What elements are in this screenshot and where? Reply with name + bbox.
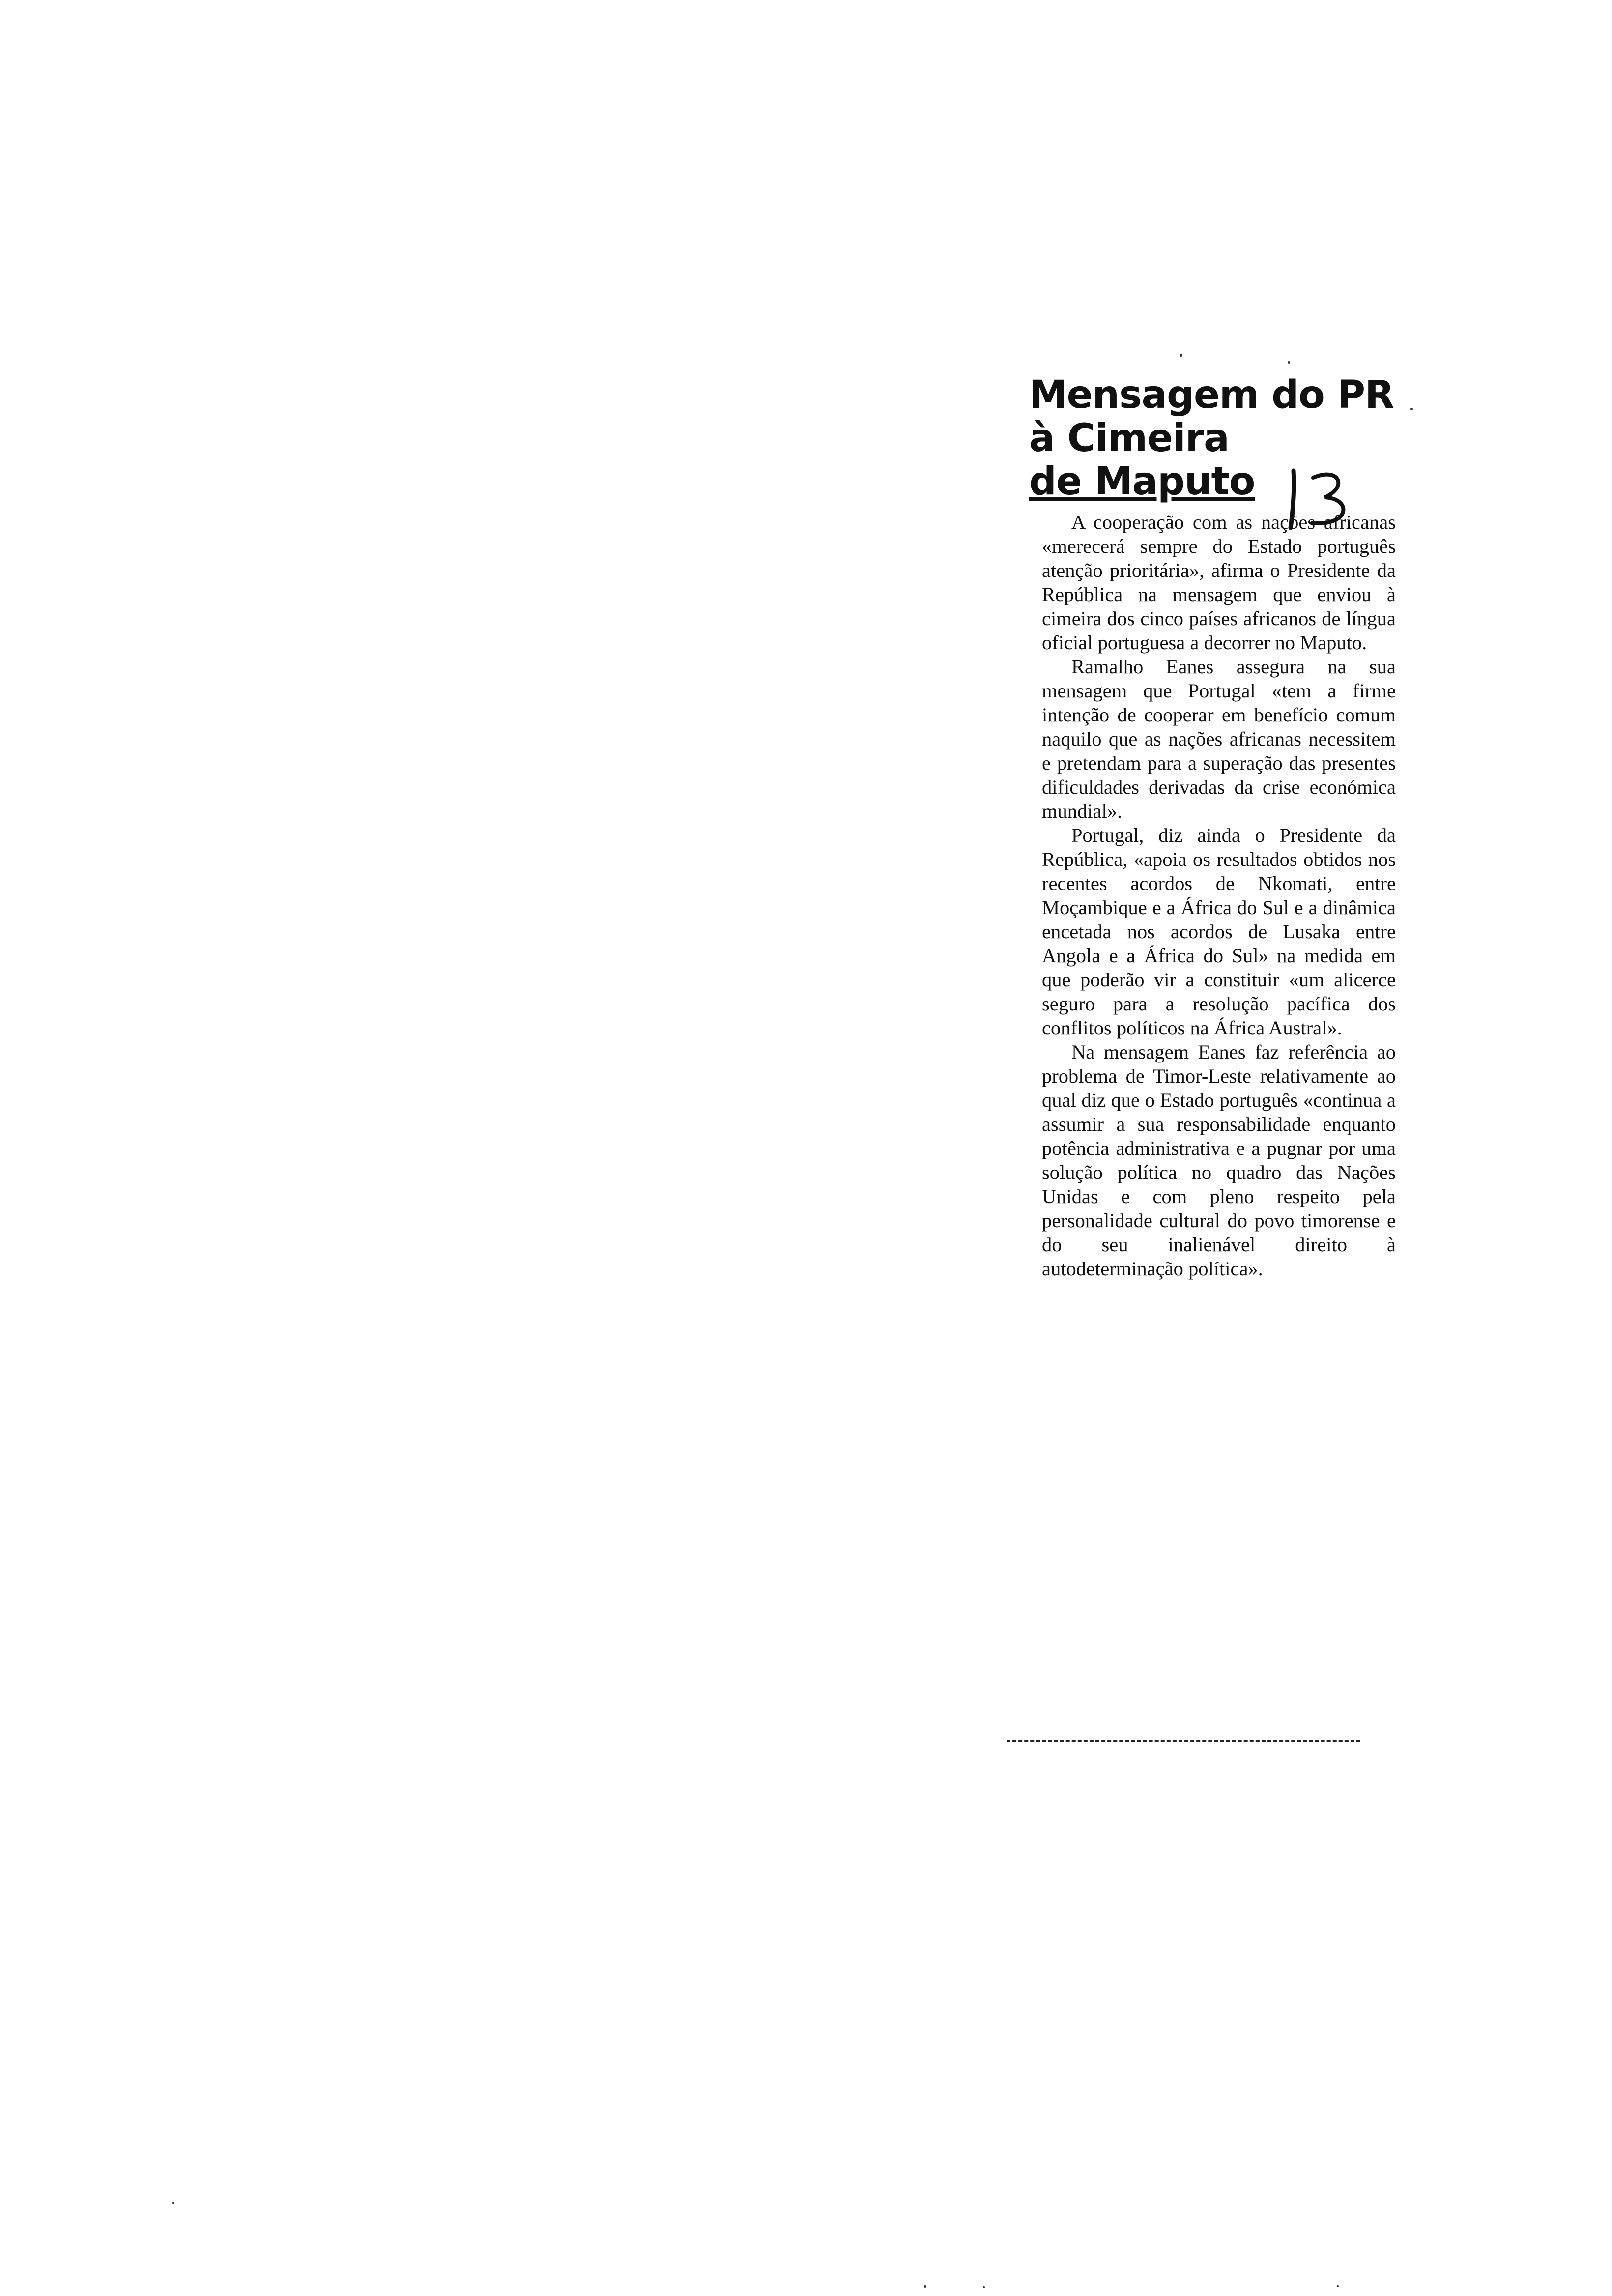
article-paragraph-2: Ramalho Eanes assegura na sua mensagem que Portugal «tem a firme intenção de cooperar em benefício comum naquilo que as nações africanas necessitem e pretendam para a superação das presentes dificuldades derivadas da crise económica mundial». — [1042, 656, 1396, 822]
article-paragraph-3: Portugal, diz ainda o Presidente da República, «apoia os resultados obtidos nos recentes acordos de Nkomati, entre Moçambique e a África do Sul e a dinâmica encetada nos acordos de Lusaka entre Angola e a África do Sul» na medida em que poderão vir a constituir «um alicerce seguro para a resolução pacífica dos conflitos políticos na África Austral». — [1042, 824, 1396, 1039]
article-body — [1022, 510, 1406, 1281]
scan-speck — [924, 2285, 926, 2288]
clipping-bottom-edge — [1007, 1740, 1360, 1742]
newspaper-clipping — [1022, 373, 1406, 1281]
handwritten-mark-icon — [1285, 467, 1358, 531]
scan-speck — [983, 2286, 985, 2288]
scan-speck — [1337, 2285, 1339, 2287]
headline-line-2: à Cimeira — [1029, 416, 1229, 460]
headline-line-1: Mensagem do PR — [1029, 373, 1394, 417]
article-headline — [1029, 373, 1406, 503]
scan-speck — [1288, 361, 1290, 364]
article-paragraph-1: A cooperação com as nações africanas «merecerá sempre do Estado português atenção prioritária», afirma o Presidente da República na mensagem que enviou à cimeira dos cinco países africanos de língua oficial portuguesa a decorrer no Maputo. — [1042, 511, 1396, 654]
headline-line-3: de Maputo — [1029, 459, 1255, 504]
scan-speck — [1180, 354, 1182, 357]
article-paragraph-4: Na mensagem Eanes faz referência ao problema de Timor-Leste relativamente ao qual diz que o Estado português «continua a assumir a sua responsabilidade enquanto potência administrativa e a pugnar por uma solução política no quadro das Nações Unidas e com pleno respeito pela personalidade cultural do povo timorense e do seu inalienável direito à autodeterminação política». — [1042, 1041, 1396, 1280]
scan-speck — [172, 2202, 174, 2204]
scan-speck — [1410, 408, 1413, 410]
